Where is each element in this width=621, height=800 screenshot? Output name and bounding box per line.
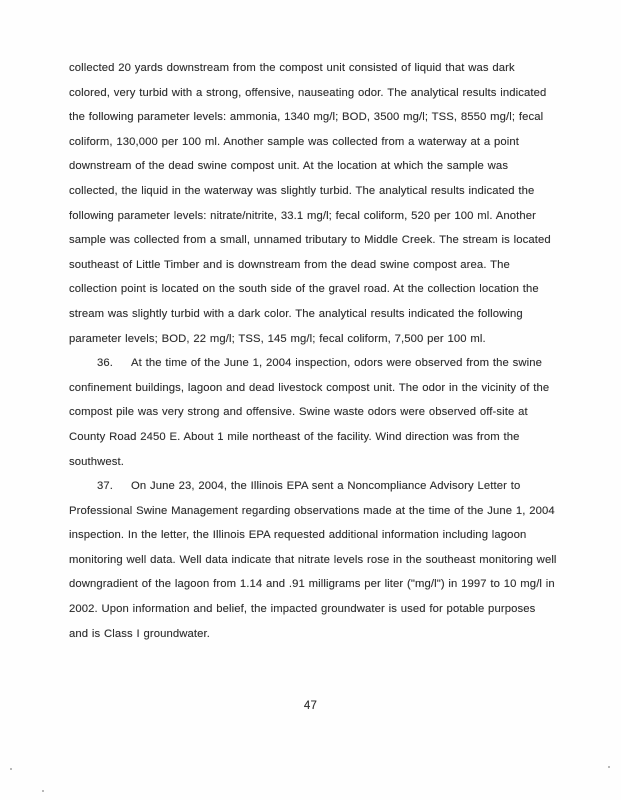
paragraph-text: On June 23, 2004, the Illinois EPA sent a Noncompliance Advisory Letter to Professional Swine Management regarding observations made at the time of the June 1, 2004 inspection. In the letter, the Illinois EPA requested additional information including lagoon monitoring well data. Well data indicate that nitrate levels rose in the southeast monitoring well downgradient of the lagoon from 1.14 and .91 milligrams per liter ("mg/l") in 1997 to 10 mg/l in 2002. Upon information and belief, the impacted groundwater is used for potable purposes and is Class I groundwater. — [69, 480, 557, 640]
paragraph-number: 37. — [97, 480, 114, 493]
paragraph-37 — [69, 474, 558, 646]
scan-artifact — [10, 768, 12, 770]
scan-artifact — [608, 766, 610, 768]
paragraph-continuation — [69, 56, 558, 351]
paragraph-number: 36. — [97, 357, 114, 370]
paragraph-text: collected 20 yards downstream from the compost unit consisted of liquid that was dark colored, very turbid with a strong, offensive, nauseating odor. The analytical results indicated the following parameter levels: ammonia, 1340 mg/l; BOD, 3500 mg/l; TSS, 8550 mg/l; fecal coliform, 130,000 per 100 ml. Another sample was collected from a waterway at a point downstream of the dead swine compost unit. At the location at which the sample was collected, the liquid in the waterway was slightly turbid. The analytical results indicated the following parameter levels: nitrate/nitrite, 33.1 mg/l; fecal coliform, 520 per 100 ml. Another sample was collected from a small, unnamed tributary to Middle Creek. The stream is located southeast of Little Timber and is downstream from the dead swine compost area. The collection point is located on the south side of the gravel road. At the collection location the stream was slightly turbid with a dark color. The analytical results indicated the following parameter levels; BOD, 22 mg/l; TSS, 145 mg/l; fecal coliform, 7,500 per 100 ml. — [69, 62, 551, 345]
page-number: 47 — [303, 700, 318, 712]
paragraph-36 — [69, 351, 558, 474]
document-body — [69, 56, 558, 646]
paragraph-text: At the time of the June 1, 2004 inspection, odors were observed from the swine confinement buildings, lagoon and dead livestock compost unit. The odor in the vicinity of the compost pile was very strong and offensive. Swine waste odors were observed off-site at County Road 2450 E. About 1 mile northeast of the facility. Wind direction was from the southwest. — [69, 357, 550, 468]
scan-artifact — [42, 790, 44, 792]
